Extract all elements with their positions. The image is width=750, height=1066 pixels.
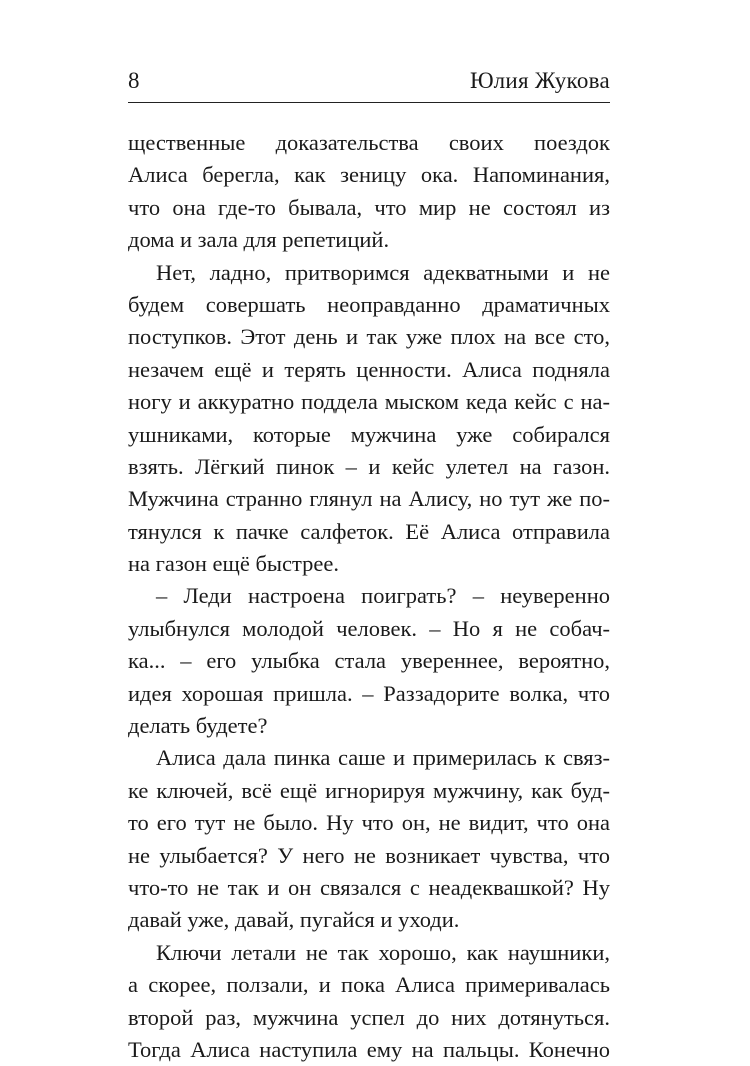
text-line: на газон ещё быстрее. [128, 551, 339, 577]
text-line: – Леди настроена поиграть? – неуверенно [156, 583, 610, 609]
text-line: Тогда Алиса наступила ему на пальцы. Конечно [128, 1036, 610, 1062]
page-number: 8 [128, 68, 140, 93]
text-line: ке ключей, всё ещё игнорируя мужчину, как буд- [128, 777, 610, 803]
text-line: ка... – его улыбка стала увереннее, вероятно, [128, 648, 610, 674]
text-line: поступков. Этот день и так уже плох на все сто, [128, 324, 610, 350]
text-line: а скорее, ползали, и пока Алиса примеривалась [128, 972, 610, 998]
running-title: Юлия Жукова [469, 68, 610, 93]
text-line: дома и зала для репетиций. [128, 227, 390, 253]
text-line: то его тут не было. Ну что он, не видит, что она [128, 810, 610, 836]
text-line: Ключи летали не так хорошо, как наушники, [156, 939, 610, 965]
text-line: незачем ещё и терять ценности. Алиса подняла [128, 356, 610, 382]
text-line: идея хорошая пришла. – Раззадорите волка, что [128, 680, 610, 706]
body-text [128, 127, 610, 1066]
text-line: будем совершать неоправданно драматичных [128, 291, 610, 317]
text-line: тянулся к пачке салфеток. Её Алиса отправила [128, 518, 610, 544]
text-line: Алиса берегла, как зеницу ока. Напоминания, [128, 162, 610, 188]
text-line: взять. Лёгкий пинок – и кейс улетел на газон. [128, 453, 610, 479]
text-line: ушниками, которые мужчина уже собирался [128, 421, 610, 447]
text-line: давай уже, давай, пугайся и уходи. [128, 907, 460, 933]
text-line: улыбнулся молодой человек. – Но я не собач- [128, 615, 610, 641]
text-line: Алиса дала пинка саше и примерилась к связ- [156, 745, 610, 771]
text-line: не улыбается? У него не возникает чувства, что [128, 842, 610, 868]
text-line: щественные доказательства своих поездок [128, 130, 610, 155]
text-line: Нет, ладно, притворимся адекватными и не [156, 259, 610, 285]
text-line: что она где-то бывала, что мир не состоял из [128, 194, 610, 220]
running-head [128, 66, 610, 100]
text-line: Мужчина странно глянул на Алису, но тут же по- [128, 486, 610, 512]
text-line: что-то не так и он связался с неадеквашкой? Ну [128, 874, 610, 900]
header-rule [128, 102, 610, 103]
text-line: второй раз, мужчина успел до них дотянуться. [128, 1004, 610, 1030]
text-line: делать будете? [128, 713, 268, 739]
text-line: ногу и аккуратно поддела мыском кеда кейс с на- [128, 389, 610, 415]
